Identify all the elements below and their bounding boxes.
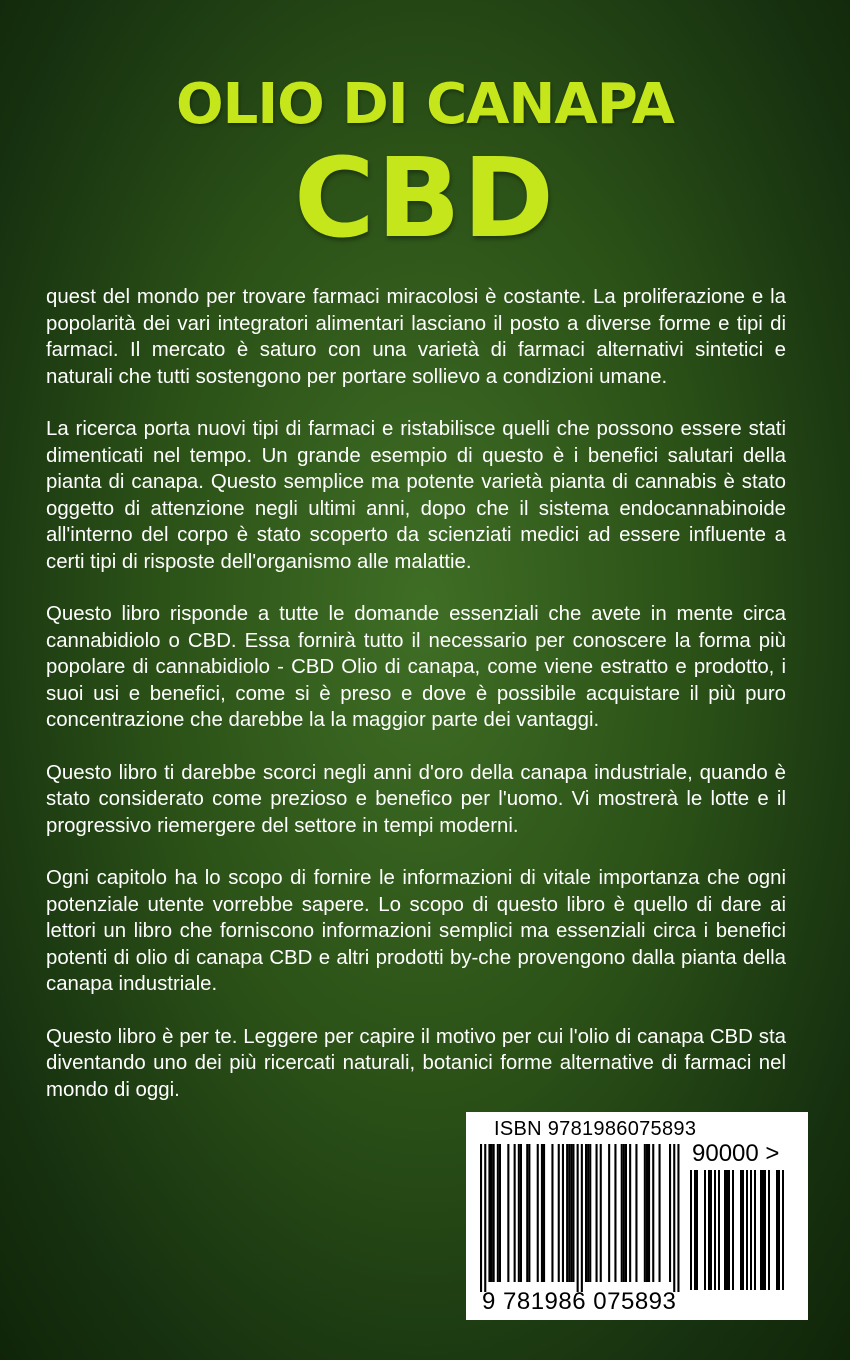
barcode-bar: [629, 1144, 631, 1282]
barcode-bar: [625, 1144, 627, 1282]
barcode-bar: [566, 1144, 568, 1282]
paragraph-4: Questo libro ti darebbe scorci negli anni d'oro della canapa industriale, quando è stato considerato come prezioso e benefico per l'uomo. Vi mostrerà le lotte e il progressivo riemergere del settore in tempi moderni.: [46, 761, 786, 837]
barcode-bar: [497, 1144, 499, 1282]
paragraph-2: La ricerca porta nuovi tipi di farmaci e ristabilisce quelli che possono essere stati dimenticati nel tempo. Un grande esempio di questo è i benefici salutari della pianta di canapa. Questo semplice ma potente varietà pianta di cannabis è stato oggetto di attenzione negli ultimi anni, dopo che il sistema endocannabinoide all'interno del corpo è stato scoperto da scienziati medici ad essere influente a certi tipi di risposte dell'organismo alle malattie.: [46, 418, 786, 573]
barcode-bar: [762, 1170, 764, 1290]
barcode-bar: [558, 1144, 560, 1282]
paragraph-5: Ogni capitolo ha lo scopo di fornire le informazioni di vitale importanza che ogni potenziale utente vorrebbe sapere. Lo scopo di questo libro è quello di dare ai lettori un libro che forniscono informazioni semplici ma essenziali circa i benefici potenti di olio di canapa CBD e altri prodotti by-che provengono dalla pianta della canapa industriale.: [46, 867, 786, 995]
barcode-bar: [776, 1170, 778, 1290]
barcode-bar: [581, 1144, 583, 1292]
barcode-bar: [543, 1144, 545, 1282]
barcode-bar: [659, 1144, 661, 1282]
barcode-bar: [710, 1170, 712, 1290]
barcode-bar: [570, 1144, 572, 1282]
back-cover-description: [46, 284, 786, 1129]
barcode-bar: [585, 1144, 587, 1282]
barcode-bar: [694, 1170, 696, 1290]
barcode-bar: [750, 1170, 752, 1290]
barcode-bar: [623, 1144, 625, 1282]
barcode-bar: [760, 1170, 762, 1290]
barcode-bar: [704, 1170, 706, 1290]
barcode-bar: [551, 1144, 553, 1282]
barcode-bar: [673, 1144, 675, 1292]
barcode-bar: [724, 1170, 726, 1290]
barcode-bar: [562, 1144, 564, 1282]
barcode-bar: [644, 1144, 646, 1282]
barcode-bar: [648, 1144, 650, 1282]
barcode-bar: [577, 1144, 579, 1292]
barcode-bar: [732, 1170, 734, 1290]
barcode-bar: [768, 1170, 770, 1290]
barcode-bar: [726, 1170, 728, 1290]
barcode-bar: [488, 1144, 490, 1282]
barcode-bar: [714, 1170, 716, 1290]
barcode-bar: [537, 1144, 539, 1282]
ean-barcode-bars: [480, 1144, 692, 1294]
barcode-bar: [652, 1144, 654, 1282]
barcode-bar: [507, 1144, 509, 1282]
barcode-bar: [778, 1170, 780, 1290]
barcode-bar: [572, 1144, 574, 1282]
barcode-bar: [740, 1170, 742, 1290]
paragraph-6: Questo libro è per te. Leggere per capire il motivo per cui l'olio di canapa CBD sta diventando uno dei più ricercati naturali, botanici forme alternative di farmaci nel mondo di oggi.: [46, 1025, 786, 1101]
barcode-bar: [708, 1170, 710, 1290]
barcode-bar: [696, 1170, 698, 1290]
barcode-bar: [718, 1170, 720, 1290]
barcode-bar: [493, 1144, 495, 1282]
barcode-bar: [491, 1144, 493, 1282]
barcode-bar: [589, 1144, 591, 1282]
barcode-bar: [635, 1144, 637, 1282]
price-code: 90000 >: [692, 1140, 780, 1167]
barcode-bar: [484, 1144, 486, 1292]
barcode-bar: [746, 1170, 748, 1290]
barcode-bar: [742, 1170, 744, 1290]
barcode-bar: [528, 1144, 530, 1282]
addon-barcode-bars: [690, 1170, 790, 1294]
barcode-digits: 9 781986 075893: [482, 1288, 677, 1315]
isbn-label: ISBN 9781986075893: [494, 1118, 697, 1140]
barcode-bar: [728, 1170, 730, 1290]
paragraph-1: quest del mondo per trovare farmaci miracolosi è costante. La proliferazione e la popolarità dei vari integratori alimentari lasciano il posto a diverse forme e tipi di farmaci. Il mercato è saturo con una varietà di farmaci alternativi sintetici e naturali che tutti sostengono per portare sollievo a condizioni umane.: [46, 286, 786, 388]
isbn-barcode: [466, 1112, 808, 1320]
barcode-bar: [621, 1144, 623, 1282]
barcode-bar: [499, 1144, 501, 1282]
barcode-bar: [526, 1144, 528, 1282]
barcode-bar: [764, 1170, 766, 1290]
title-line-2: CBD: [294, 134, 556, 262]
barcode-bar: [690, 1170, 692, 1290]
barcode-bar: [514, 1144, 516, 1282]
barcode-bar: [518, 1144, 520, 1282]
barcode-bar: [541, 1144, 543, 1282]
barcode-bar: [568, 1144, 570, 1282]
barcode-bar: [587, 1144, 589, 1282]
barcode-bar: [754, 1170, 756, 1290]
barcode-bar: [669, 1144, 671, 1282]
barcode-bar: [614, 1144, 616, 1282]
title-line-1: OLIO DI CANAPA: [176, 72, 674, 137]
barcode-bar: [596, 1144, 598, 1282]
barcode-bar: [646, 1144, 648, 1282]
barcode-bar: [520, 1144, 522, 1282]
paragraph-3: Questo libro risponde a tutte le domande essenziali che avete in mente circa cannabidiolo o CBD. Essa fornirà tutto il necessario per conoscere la forma più popolare di cannabidiolo - CBD Olio di canapa, come viene estratto e prodotto, i suoi usi e benefici, come si è preso e dove è possibile acquistare il più puro concentrazione che darebbe la la maggior parte dei vantaggi.: [46, 603, 786, 731]
barcode-bar: [608, 1144, 610, 1282]
barcode-bar: [480, 1144, 482, 1292]
barcode-bar: [677, 1144, 679, 1292]
barcode-bar: [600, 1144, 602, 1282]
barcode-bar: [782, 1170, 784, 1290]
